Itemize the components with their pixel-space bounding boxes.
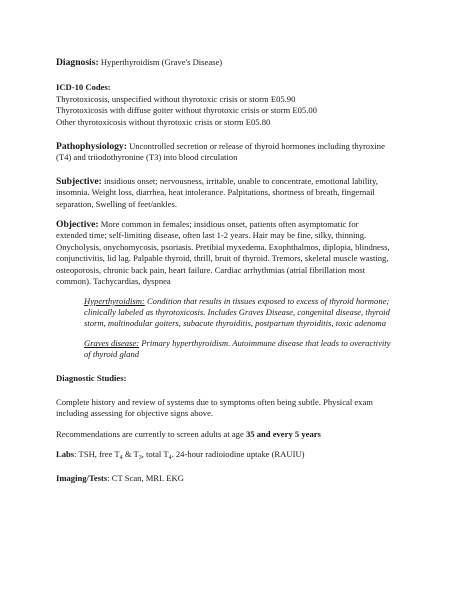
icd-section [56, 82, 424, 128]
labs-text-pre: : TSH, free T [74, 449, 120, 460]
recommendations-text: Recommendations are currently to screen adults at age [56, 428, 246, 439]
icd-heading: ICD-10 Codes: [56, 82, 111, 93]
objective-section [56, 219, 424, 287]
graves-text-2: of thyroid gland [84, 349, 140, 360]
icd-code-1: Thyrotoxicosis, unspecified without thyrotoxic crisis or storm E05.90 [56, 93, 296, 104]
hyperthyroidism-text-2: clinically labeled as thyrotoxicosis. Includes Graves Disease, congenital disease, thyroid [84, 306, 390, 317]
subjective-section [56, 176, 424, 210]
pathophysiology-text-1: Uncontrolled secretion or release of thyroid hormones including thyroxine [129, 141, 385, 152]
subjective-text-3: separation, Swelling of feet/ankles. [56, 198, 177, 209]
history-text-2: including assessing for objective signs above. [56, 408, 214, 419]
history-text-1: Complete history and review of systems due to symptoms often being subtle. Physical exam [56, 396, 373, 407]
graves-line-1 [84, 338, 424, 349]
graves-definition [84, 338, 424, 361]
hyperthyroidism-definition [84, 296, 424, 330]
subjective-label: Subjective: [56, 175, 102, 187]
diagnosis-line [56, 57, 424, 68]
imaging-line [56, 473, 424, 484]
pathophysiology-section [56, 141, 424, 164]
document-content [56, 57, 424, 484]
imaging-label: Imaging/Tests [56, 472, 108, 483]
objective-text-2: extended time; self-limiting disease, often last 1-2 years. Hair may be fine, silky, thinning. [56, 230, 367, 241]
objective-line-1 [56, 219, 424, 230]
diagnosis-value: Hyperthyroidism (Grave's Disease) [100, 57, 223, 67]
labs-text-mid1: & T [122, 449, 139, 460]
pathophysiology-label: Pathophysiology: [56, 141, 127, 153]
history-paragraph [56, 397, 424, 420]
hyperthyroidism-text-3: storm, multinodular goiters, subacute thyroiditis, postpartum thyroiditis, toxic adenoma [84, 318, 387, 329]
subjective-text-2: insomnia. Weight loss, diarrhea, heat intolerance. Palpitations, shortness of breath, fingernail [56, 187, 375, 198]
hyperthyroidism-line-1 [84, 296, 424, 307]
graves-text-1: Primary hyperthyroidism. Autoimmune disease that leads to overactivity [141, 337, 391, 348]
hyperthyroidism-term: Hyperthyroidism: [84, 295, 145, 306]
labs-label: Labs [56, 449, 75, 460]
labs-text-post: . 24-hour radioiodine uptake (RAUIU) [171, 449, 305, 460]
objective-text-5: osteoporosis, chronic back pain, heart failure. Cardiac arrhythmias (atrial fibrillation most [56, 264, 366, 275]
recommendations-line [56, 429, 424, 440]
labs-sub-3: 4 [168, 455, 172, 462]
objective-text-6: common). Tachycardias, dyspnea [56, 276, 171, 287]
objective-text-1: More common in females; insidious onset, patients often asymptomatic for [100, 219, 359, 230]
labs-sub-1: 4 [119, 455, 123, 462]
objective-text-4: conjunctivitis, lid lag. Palpable thyroid, thrill, bruit of thyroid. Tremors, skeletal muscle wasting, [56, 253, 389, 264]
recommendations-bold: 35 and every 5 years [245, 428, 321, 439]
subjective-text-1: insidious onset; nervousness, irritable, unable to concentrate, emotional lability, [103, 175, 378, 186]
hyperthyroidism-text-1: Condition that results in tissues exposed to excess of thyroid hormone; [146, 295, 390, 306]
diagnostic-studies-section [56, 373, 424, 484]
icd-code-2: Thyrotoxicosis with diffuse goiter without thyrotoxic crisis or storm E05.00 [56, 105, 317, 116]
subjective-line-1 [56, 176, 424, 187]
diagnosis-label: Diagnosis: [56, 57, 99, 68]
objective-text-3: Onycholysis, onychomycosis, psoriasis. Pretibial myxedema. Exophthalmos, diplopia, blindness, [56, 241, 390, 252]
pathophysiology-line-1 [56, 141, 424, 152]
imaging-value: : CT Scan, MRI. EKG [107, 472, 184, 483]
labs-line [56, 449, 424, 462]
diagnostic-studies-heading: Diagnostic Studies: [56, 372, 127, 383]
labs-sub-2: 3 [138, 455, 142, 462]
graves-term: Graves disease: [84, 337, 140, 348]
icd-code-3: Other thyrotoxicosis without thyrotoxic crisis or storm E05.80 [56, 116, 271, 127]
labs-text-mid2: , total T [141, 449, 169, 460]
objective-label: Objective: [56, 219, 99, 231]
pathophysiology-text-2: (T4) and triiodothyronine (T3) into blood circulation [56, 152, 238, 163]
